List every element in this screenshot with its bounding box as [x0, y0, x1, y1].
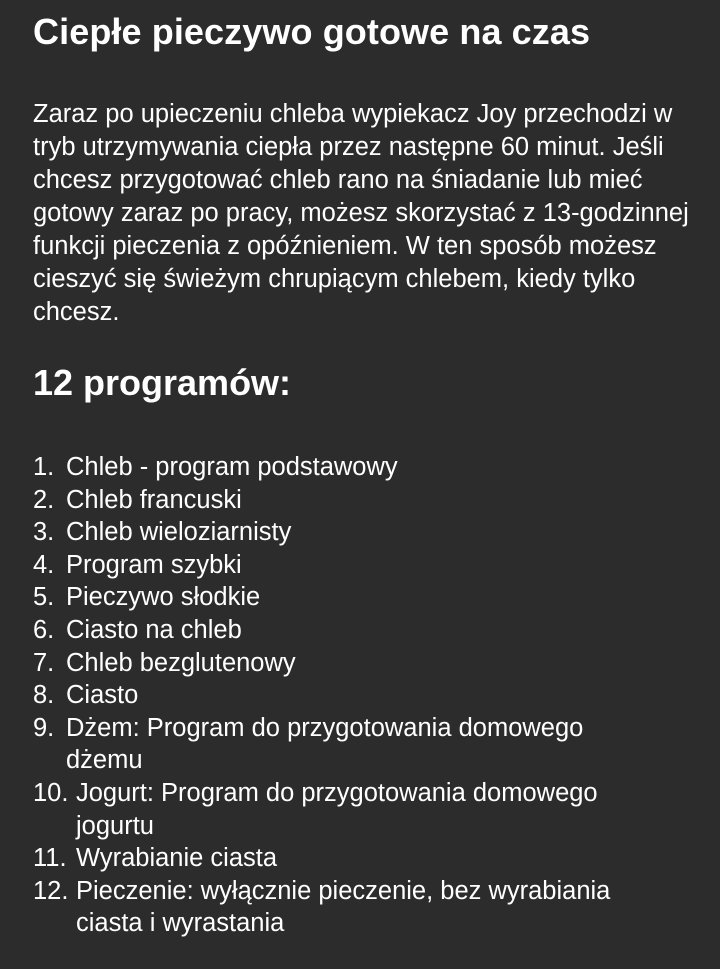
list-item [33, 516, 700, 549]
list-item-text: Program szybki [66, 550, 242, 579]
list-item-text: Chleb bezglutenowy [66, 648, 296, 677]
list-item-number: 1. [33, 453, 55, 481]
list-item-text: Ciasto na chleb [66, 615, 242, 644]
list-item [33, 581, 700, 614]
list-item [33, 614, 700, 647]
list-item [33, 777, 700, 842]
list-item [33, 484, 700, 517]
list-item-number: 8. [33, 681, 55, 710]
list-item-number: 5. [33, 583, 55, 612]
list-item-number: 10. [33, 778, 69, 807]
list-item-number: 9. [33, 713, 55, 742]
list-item [33, 712, 700, 777]
programs-list [33, 451, 700, 940]
list-item [33, 647, 700, 680]
programs-heading: 12 programów: [33, 362, 292, 403]
list-item-number: 3. [33, 518, 55, 547]
list-item-text: Wyrabianie ciasta [76, 844, 278, 873]
intro-paragraph: Zaraz po upieczeniu chleba wypiekacz Joy przechodzi w tryb utrzymywania ciepła przez następne 60 minut. Jeśli chcesz przygotować chleb rano na śniadanie lub mieć gotowy zaraz po pracy, możesz skorzystać z 13-godzinnej funkcji pieczenia z opóźnieniem. W ten sposób możesz cieszyć się świeżym chrupiącym chlebem, kiedy tylko chcesz. [33, 100, 689, 326]
list-item [33, 842, 700, 875]
list-item-text: Jogurt: Program do przygotowania domowego jogurtu [76, 778, 598, 840]
list-item [33, 451, 700, 484]
page-title: Ciepłe pieczywo gotowe na czas [33, 11, 591, 52]
list-item-text: Dżem: Program do przygotowania domowego dżemu [66, 713, 584, 775]
list-item-text: Pieczywo słodkie [66, 583, 261, 612]
list-item [33, 549, 700, 582]
list-item-number: 6. [33, 615, 55, 644]
list-item-text: Chleb - program podstawowy [66, 453, 398, 481]
list-item-number: 7. [33, 648, 55, 677]
list-item-number: 2. [33, 485, 55, 514]
list-item-number: 4. [33, 550, 55, 579]
list-item-number: 12. [33, 876, 69, 905]
list-item-text: Chleb francuski [66, 485, 242, 514]
list-item-text: Chleb wieloziarnisty [66, 518, 292, 547]
list-item-text: Ciasto [66, 681, 139, 710]
list-item [33, 679, 700, 712]
list-item [33, 875, 700, 940]
list-item-number: 11. [33, 844, 67, 873]
list-item-text: Pieczenie: wyłącznie pieczenie, bez wyrabiania ciasta i wyrastania [76, 876, 611, 938]
